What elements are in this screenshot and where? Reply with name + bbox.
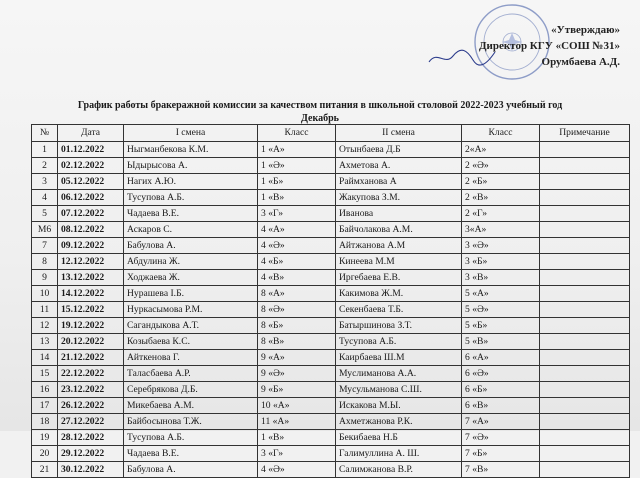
table-header-row <box>32 125 630 142</box>
table-cell: Тусупова А.Б. <box>336 334 462 350</box>
table-cell: 4 «А» <box>258 222 336 238</box>
table-cell <box>540 414 630 430</box>
column-header: I смена <box>124 125 258 142</box>
table-row <box>32 398 630 414</box>
table-cell: 3 «Г» <box>258 206 336 222</box>
table-cell: 21 <box>32 462 58 478</box>
table-cell: 6 «А» <box>462 350 540 366</box>
table-cell <box>540 158 630 174</box>
table-cell: 7 «Ә» <box>462 430 540 446</box>
table-cell: 7 «В» <box>462 462 540 478</box>
table-cell: М6 <box>32 222 58 238</box>
column-header: II смена <box>336 125 462 142</box>
approval-line-2: Директор КГУ «СОШ №31» <box>478 40 620 52</box>
table-cell: Искакова М.Ы. <box>336 398 462 414</box>
table-cell <box>540 190 630 206</box>
table-cell: 4 <box>32 190 58 206</box>
table-cell: Секенбаева Т.Б. <box>336 302 462 318</box>
table-cell: Бекибаева Н.Б <box>336 430 462 446</box>
table-row <box>32 318 630 334</box>
table-cell <box>540 462 630 478</box>
table-cell: 10 «А» <box>258 398 336 414</box>
table-cell: 2 «Ә» <box>462 158 540 174</box>
table-cell: Ахметова А. <box>336 158 462 174</box>
table-cell <box>540 398 630 414</box>
table-cell <box>540 270 630 286</box>
table-cell: 2 «В» <box>462 190 540 206</box>
table-cell: Кинеева М.М <box>336 254 462 270</box>
table-cell: Раймханова А <box>336 174 462 190</box>
table-cell: 10 <box>32 286 58 302</box>
table-cell: 8 «В» <box>258 334 336 350</box>
table-cell: Иванова <box>336 206 462 222</box>
table-cell: Тусупова А.Б. <box>124 430 258 446</box>
table-cell: 28.12.2022 <box>58 430 124 446</box>
table-cell: 1 «А» <box>258 142 336 158</box>
table-cell: 1 «В» <box>258 190 336 206</box>
table-cell: Таласбаева А.Р. <box>124 366 258 382</box>
table-cell: Нагих А.Ю. <box>124 174 258 190</box>
table-cell: 18 <box>32 414 58 430</box>
table-cell: 26.12.2022 <box>58 398 124 414</box>
table-cell: 1 «Ә» <box>258 158 336 174</box>
signature-scribble <box>427 48 497 68</box>
table-row <box>32 174 630 190</box>
table-cell <box>540 382 630 398</box>
table-cell: 4 «Б» <box>258 254 336 270</box>
table-cell: 7 «А» <box>462 414 540 430</box>
table-cell: 2 «Б» <box>462 174 540 190</box>
table-cell: 30.12.2022 <box>58 462 124 478</box>
table-cell: 1 «Б» <box>258 174 336 190</box>
table-cell: 3 <box>32 174 58 190</box>
table-cell: 8 «Ә» <box>258 302 336 318</box>
table-cell: 23.12.2022 <box>58 382 124 398</box>
table-cell: 16 <box>32 382 58 398</box>
table-cell: Салимжанова В.Р. <box>336 462 462 478</box>
schedule-title: График работы бракеражной комиссии за качеством питания в школьной столовой 2022-2023 учебный год <box>77 100 563 111</box>
table-cell: Ыдырысова А. <box>124 158 258 174</box>
table-cell: 5 «В» <box>462 334 540 350</box>
table-cell: 7 <box>32 238 58 254</box>
table-cell: 01.12.2022 <box>58 142 124 158</box>
table-cell <box>540 206 630 222</box>
table-cell <box>540 334 630 350</box>
table-cell: 3«А» <box>462 222 540 238</box>
table-row <box>32 142 630 158</box>
table-cell: 14 <box>32 350 58 366</box>
table-cell: Батыршинова З.Т. <box>336 318 462 334</box>
table-cell: 4 «Ә» <box>258 462 336 478</box>
approval-line-3: Орумбаева А.Д. <box>541 56 620 68</box>
table-row <box>32 414 630 430</box>
table-cell: Бабулова А. <box>124 462 258 478</box>
table-cell: Отынбаева Д.Б <box>336 142 462 158</box>
table-cell: 7 «Б» <box>462 446 540 462</box>
table-cell: Микебаева А.М. <box>124 398 258 414</box>
table-cell: Сагандыкова А.Т. <box>124 318 258 334</box>
table-cell <box>540 254 630 270</box>
table-cell: Галимуллина А. Ш. <box>336 446 462 462</box>
table-cell: 3 «Г» <box>258 446 336 462</box>
table-cell: 3 «Ә» <box>462 238 540 254</box>
table-cell: 9 «Б» <box>258 382 336 398</box>
table-cell: Абдулина Ж. <box>124 254 258 270</box>
table-cell <box>540 350 630 366</box>
table-cell: 6 «Б» <box>462 382 540 398</box>
table-row <box>32 158 630 174</box>
table-cell: 8 «Б» <box>258 318 336 334</box>
table-cell: 22.12.2022 <box>58 366 124 382</box>
table-cell: Байбосынова Т.Ж. <box>124 414 258 430</box>
table-cell: 06.12.2022 <box>58 190 124 206</box>
table-cell <box>540 446 630 462</box>
table-row <box>32 382 630 398</box>
table-cell: 2 «Г» <box>462 206 540 222</box>
table-cell: Иргебаева Е.В. <box>336 270 462 286</box>
table-cell: Аскаров С. <box>124 222 258 238</box>
table-cell: 11 «А» <box>258 414 336 430</box>
table-cell: 13 <box>32 334 58 350</box>
table-cell: 14.12.2022 <box>58 286 124 302</box>
table-cell <box>540 174 630 190</box>
table-cell: 3 «В» <box>462 270 540 286</box>
table-cell: 12 <box>32 318 58 334</box>
table-cell: 15 <box>32 366 58 382</box>
table-cell: 9 <box>32 270 58 286</box>
column-header: № <box>32 125 58 142</box>
table-cell: 19 <box>32 430 58 446</box>
table-cell: Жакупова З.М. <box>336 190 462 206</box>
table-cell: Айткенова Г. <box>124 350 258 366</box>
table-cell: 5 «А» <box>462 286 540 302</box>
column-header: Примечание <box>540 125 630 142</box>
table-cell: 05.12.2022 <box>58 174 124 190</box>
approval-line-1: «Утверждаю» <box>551 24 620 36</box>
table-cell: 21.12.2022 <box>58 350 124 366</box>
table-cell <box>540 430 630 446</box>
table-cell: Ходжаева Ж. <box>124 270 258 286</box>
column-header: Класс <box>258 125 336 142</box>
table-cell: Ахметжанова Р.К. <box>336 414 462 430</box>
table-cell: 2«А» <box>462 142 540 158</box>
table-cell: 8 «А» <box>258 286 336 302</box>
table-cell: Айтжанова А.М <box>336 238 462 254</box>
table-row <box>32 302 630 318</box>
table-body <box>32 142 630 478</box>
table-cell: 5 <box>32 206 58 222</box>
table-row <box>32 286 630 302</box>
table-cell: 6 «Ә» <box>462 366 540 382</box>
table-cell: 1 «В» <box>258 430 336 446</box>
table-cell: 19.12.2022 <box>58 318 124 334</box>
table-row <box>32 334 630 350</box>
table-cell: 17 <box>32 398 58 414</box>
table-cell: 13.12.2022 <box>58 270 124 286</box>
schedule-month: Декабрь <box>301 113 339 124</box>
table-row <box>32 270 630 286</box>
table-cell: Бабулова А. <box>124 238 258 254</box>
table-cell: Нурашева І.Б. <box>124 286 258 302</box>
table-cell: Каирбаева Ш.М <box>336 350 462 366</box>
column-header: Дата <box>58 125 124 142</box>
table-cell: Какимова Ж.М. <box>336 286 462 302</box>
table-cell: 12.12.2022 <box>58 254 124 270</box>
table-cell: 09.12.2022 <box>58 238 124 254</box>
table-cell: Козыбаева К.С. <box>124 334 258 350</box>
table-cell: Нуркасымова Р.М. <box>124 302 258 318</box>
table-row <box>32 254 630 270</box>
table-cell: 07.12.2022 <box>58 206 124 222</box>
table-row <box>32 366 630 382</box>
table-cell: Чадаева В.Е. <box>124 206 258 222</box>
table-cell: 4 «В» <box>258 270 336 286</box>
table-cell: 9 «А» <box>258 350 336 366</box>
table-cell: 1 <box>32 142 58 158</box>
table-cell: 02.12.2022 <box>58 158 124 174</box>
table-cell: Байчолакова А.М. <box>336 222 462 238</box>
table-cell: 11 <box>32 302 58 318</box>
table-cell <box>540 366 630 382</box>
table-row <box>32 190 630 206</box>
table-cell <box>540 302 630 318</box>
table-cell: 4 «Ә» <box>258 238 336 254</box>
table-row <box>32 222 630 238</box>
table-row <box>32 446 630 462</box>
table-cell: Серебрякова Д.Б. <box>124 382 258 398</box>
table-row <box>32 462 630 478</box>
table-cell: Ныгманбекова К.М. <box>124 142 258 158</box>
table-cell: 9 «Ә» <box>258 366 336 382</box>
approval-block <box>479 22 620 70</box>
table-cell: Тусупова А.Б. <box>124 190 258 206</box>
table-cell: 20.12.2022 <box>58 334 124 350</box>
table-row <box>32 238 630 254</box>
table-cell <box>540 286 630 302</box>
table-cell: 8 <box>32 254 58 270</box>
table-cell <box>540 142 630 158</box>
table-cell: 15.12.2022 <box>58 302 124 318</box>
table-cell: 2 <box>32 158 58 174</box>
table-cell: 08.12.2022 <box>58 222 124 238</box>
table-row <box>32 350 630 366</box>
table-cell: 20 <box>32 446 58 462</box>
table-row <box>32 430 630 446</box>
table-cell: 29.12.2022 <box>58 446 124 462</box>
column-header: Класс <box>462 125 540 142</box>
table-row <box>32 206 630 222</box>
table-cell: 6 «В» <box>462 398 540 414</box>
table-cell <box>540 238 630 254</box>
table-cell <box>540 222 630 238</box>
commission-schedule-table <box>31 124 630 478</box>
table-cell: Мусульманова С.Ш. <box>336 382 462 398</box>
table-cell: 27.12.2022 <box>58 414 124 430</box>
table-cell: 5 «Б» <box>462 318 540 334</box>
table-cell: Чадаева В.Е. <box>124 446 258 462</box>
table-cell: Муслиманова А.А. <box>336 366 462 382</box>
table-cell <box>540 318 630 334</box>
table-cell: 5 «Ә» <box>462 302 540 318</box>
table-cell: 3 «Б» <box>462 254 540 270</box>
